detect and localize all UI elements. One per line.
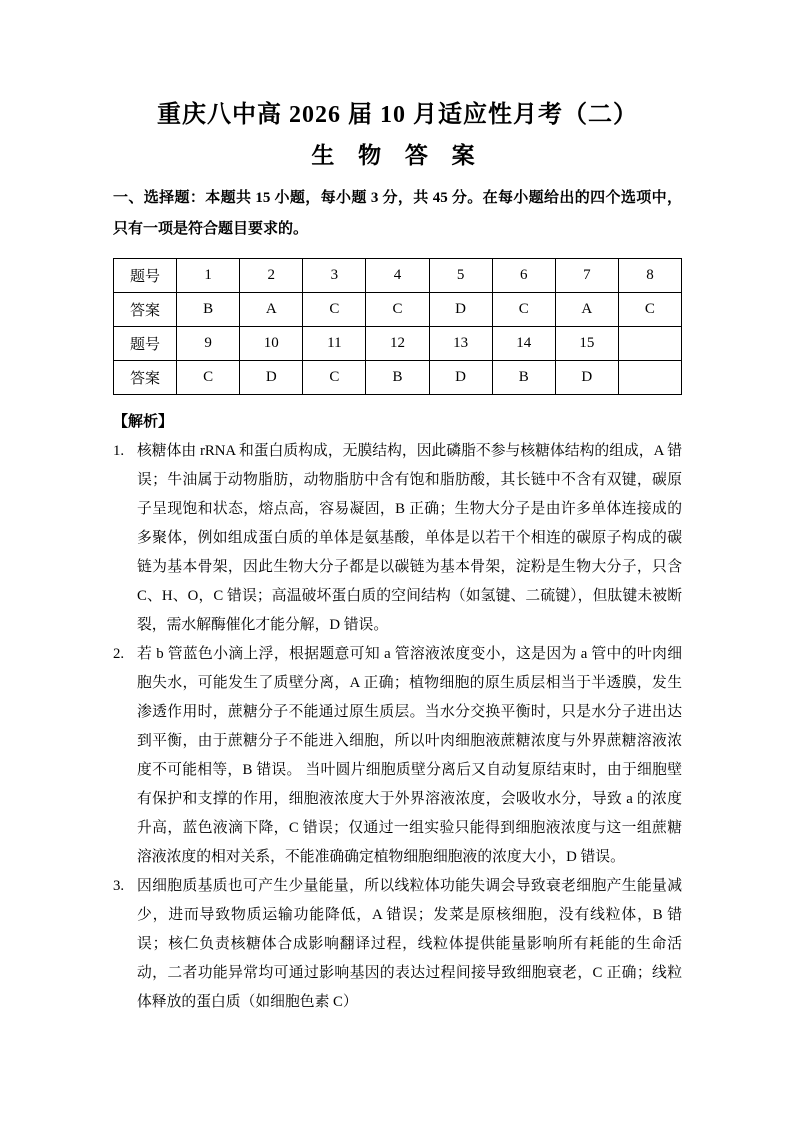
- answer-cell: 2: [240, 259, 303, 293]
- answer-cell: 3: [303, 259, 366, 293]
- row-header-cell: 题号: [114, 327, 177, 361]
- answer-cell: C: [303, 293, 366, 327]
- answer-cell: 11: [303, 327, 366, 361]
- explanation-number: 1.: [113, 443, 125, 459]
- answer-table-body: [114, 259, 682, 395]
- answer-cell: D: [429, 293, 492, 327]
- analysis-heading: 【解析】: [113, 414, 174, 430]
- answer-cell: A: [555, 293, 618, 327]
- explanations-list: [113, 437, 682, 1017]
- answer-cell: 9: [177, 327, 240, 361]
- row-header-cell: 答案: [114, 293, 177, 327]
- answer-cell: 6: [492, 259, 555, 293]
- answer-cell: 8: [618, 259, 681, 293]
- row-header-cell: 答案: [114, 361, 177, 395]
- answer-cell: B: [177, 293, 240, 327]
- explanation-text: 若 b 管蓝色小滴上浮，根据题意可知 a 管溶液浓度变小，这是因为 a 管中的叶肉细胞失水，可能发生了质壁分离，A 正确；植物细胞的原生质层相当于半透膜，发生渗透作用时，蔗糖分子不能通过原生质层。当水分交换平衡时，只是水分子进出达到平衡，由于蔗糖分子不能进入细胞，所以叶肉细胞液蔗糖浓度与外界蔗糖溶液浓度不可能相等，B 错误。 当叶圆片细胞质壁分离后又自动复原结束时，由于细胞壁有保护和支撑的作用，细胞液浓度大于外界溶液浓度，会吸收水分，导致 a 的浓度升高，蓝色液滴下降，C 错误；仅通过一组实验只能得到细胞液浓度与这一组蔗糖溶液浓度的相对关系，不能准确确定植物细胞细胞液的浓度大小，D 错误。: [137, 646, 682, 865]
- answer-cell: 5: [429, 259, 492, 293]
- answer-cell: [618, 361, 681, 395]
- answer-cell: C: [618, 293, 681, 327]
- explanation-item: [113, 872, 682, 1017]
- answer-cell: 7: [555, 259, 618, 293]
- answer-cell: 15: [555, 327, 618, 361]
- answer-cell: 12: [366, 327, 429, 361]
- answer-cell: C: [303, 361, 366, 395]
- explanation-number: 3.: [113, 878, 125, 894]
- answer-table-row: [114, 361, 682, 395]
- explanation-item: [113, 640, 682, 872]
- answer-cell: C: [177, 361, 240, 395]
- answer-cell: 13: [429, 327, 492, 361]
- answer-table-row: [114, 293, 682, 327]
- answer-cell: D: [555, 361, 618, 395]
- explanation-number: 2.: [113, 646, 125, 662]
- row-header-cell: 题号: [114, 259, 177, 293]
- answer-cell: 14: [492, 327, 555, 361]
- answer-cell: 10: [240, 327, 303, 361]
- answer-cell: B: [492, 361, 555, 395]
- answer-cell: 1: [177, 259, 240, 293]
- answer-cell: C: [492, 293, 555, 327]
- answer-cell: B: [366, 361, 429, 395]
- answer-table-row: [114, 259, 682, 293]
- answer-cell: [618, 327, 681, 361]
- section-heading: 一、选择题：本题共 15 小题，每小题 3 分，共 45 分。在每小题给出的四个选项中，只有一项是符合题目要求的。: [113, 190, 682, 237]
- answer-cell: A: [240, 293, 303, 327]
- explanation-item: [113, 437, 682, 640]
- document-subtitle: 生 物 答 案: [311, 143, 484, 168]
- answer-cell: D: [240, 361, 303, 395]
- document-title: 重庆八中高 2026 届 10 月适应性月考（二）: [157, 102, 638, 128]
- answer-cell: D: [429, 361, 492, 395]
- answer-table-row: [114, 327, 682, 361]
- explanation-text: 核糖体由 rRNA 和蛋白质构成，无膜结构，因此磷脂不参与核糖体结构的组成，A 错误；牛油属于动物脂肪，动物脂肪中含有饱和脂肪酸，其长链中不含有双键，碳原子呈现饱和状态，熔点高，容易凝固，B 正确；生物大分子是由许多单体连接成的多聚体，例如组成蛋白质的单体是氨基酸，单体是以若干个相连的碳原子构成的碳链为基本骨架，因此生物大分子都是以碳链为基本骨架，淀粉是生物大分子，只含 C、H、O，C 错误；高温破坏蛋白质的空间结构（如氢键、二硫键），但肽键未被断裂，需水解酶催化才能分解，D 错误。: [137, 443, 682, 633]
- explanation-text: 因细胞质基质也可产生少量能量，所以线粒体功能失调会导致衰老细胞产生能量减少，进而导致物质运输功能降低，A 错误；发菜是原核细胞，没有线粒体，B 错误；核仁负责核糖体合成影响翻译过程，线粒体提供能量影响所有耗能的生命活动，二者功能异常均可通过影响基因的表达过程间接导致细胞衰老，C 正确；线粒体释放的蛋白质（如细胞色素 C）: [137, 878, 682, 1010]
- answer-table: [113, 258, 682, 395]
- answer-cell: 4: [366, 259, 429, 293]
- answer-cell: C: [366, 293, 429, 327]
